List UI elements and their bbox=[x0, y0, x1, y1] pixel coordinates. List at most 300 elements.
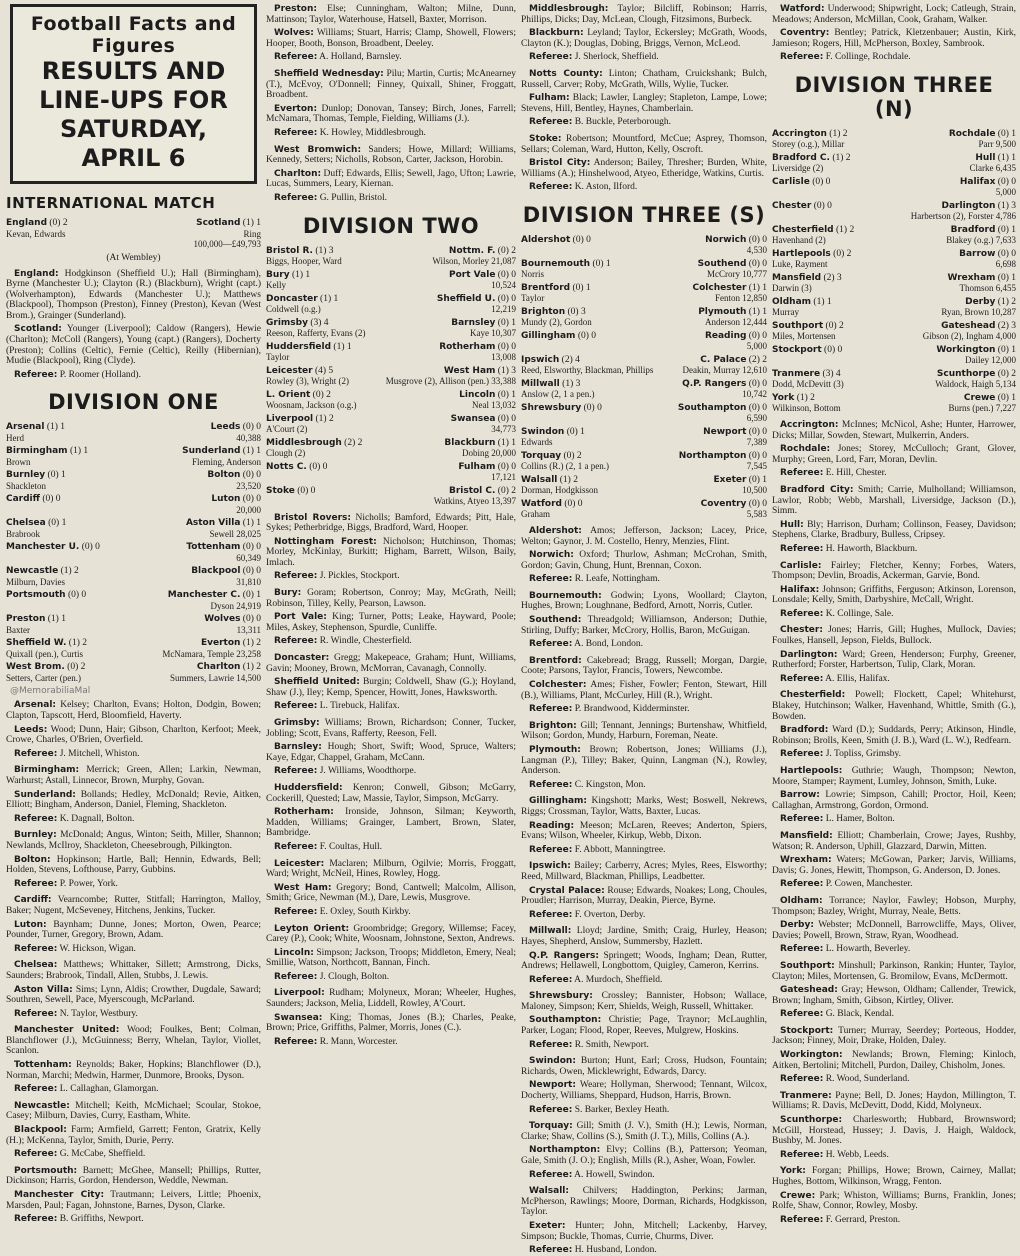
home-score: (0) 0 bbox=[564, 498, 583, 509]
players: Burton; Hunt, Earl; Cross, Hudson, Fountain; Richards, Owen, Micklewright, Edwards, Darcy. bbox=[521, 1056, 767, 1077]
home-team: England bbox=[6, 218, 48, 228]
home-team: Millwall bbox=[521, 378, 560, 389]
home-team: Carlisle bbox=[772, 176, 810, 187]
match-result bbox=[772, 321, 1016, 342]
referee-label: Referee: bbox=[780, 1149, 824, 1160]
referee-name: A. Murdoch, Sheffield. bbox=[574, 974, 663, 985]
team-lineup bbox=[521, 656, 767, 677]
team-name: Gateshead: bbox=[780, 985, 838, 996]
score-row bbox=[266, 246, 516, 257]
referee-name: G. McCabe, Sheffield. bbox=[59, 1149, 146, 1160]
players: Jones; Harris, Gill; Hughes, Mullock, Davies; Foulkes, Hansell, Jepson, Fields, Bullock. bbox=[772, 625, 1016, 647]
scorers-row bbox=[521, 341, 767, 352]
home-side bbox=[772, 321, 844, 332]
team-lineup bbox=[266, 104, 516, 125]
players: Springett; Woods, Ingham; Dean, Rutter, Andrews; Hellawell, Longbottom, Quigley, Cameron, Kerrins. bbox=[521, 950, 767, 972]
score-row bbox=[266, 342, 516, 353]
home-scorers: Coldwell (o.g.) bbox=[266, 304, 321, 314]
team-name: Carlisle: bbox=[780, 560, 822, 571]
team-name: Cardiff: bbox=[14, 895, 52, 906]
referee-label: Referee: bbox=[780, 814, 824, 825]
home-score: (1) 1 bbox=[813, 296, 832, 307]
team-name: Crewe: bbox=[780, 1190, 816, 1201]
away-scorers-attendance: 7,545 bbox=[746, 461, 767, 472]
players: Goram; Robertson, Conroy; May, McGrath, Neill; Robinson, Tilley, Kelly, Pearson, Lawson. bbox=[266, 588, 517, 609]
players: Wood; Dunn, Hair; Gibson, Charlton, Kerfoot; Meek, Crowe, Charles, O'Brien, Overfield. bbox=[6, 724, 261, 746]
players: Pilu; Martin, Curtis; McAnearney (T.), McEvoy, O'Donnell; Finney, Quixall, Shiner, Froggatt, Broadbent. bbox=[266, 68, 516, 101]
players: Chilvers; Haddington, Perkins; Jarman, McPherson, Rawlings; Moore, Dorman, Richards, Hodgkisson, Taylor. bbox=[521, 1186, 768, 1218]
team-lineup bbox=[521, 93, 767, 114]
match-result bbox=[521, 379, 767, 400]
scorers-row bbox=[6, 553, 261, 564]
away-side bbox=[941, 321, 1016, 332]
players: Wood; Foulkes, Bent; Colman, Blanchflower (J.), McGuinness; Berry, Whelan, Taylor, Viollet, Scanlon. bbox=[6, 1025, 261, 1057]
team-name: Luton: bbox=[14, 919, 47, 930]
players: Minshull; Parkinson, Rankin; Hunter, Taylor, Clayton; Miles, Mortensen, G. Bromilow, Evans, McDermott. bbox=[772, 960, 1016, 982]
team-lineup bbox=[772, 985, 1016, 1006]
referee-name: G. Pullin, Bristol. bbox=[319, 192, 387, 203]
away-team: Gateshead bbox=[941, 320, 996, 331]
players: Weare; Hollyman, Sherwood; Tennant, Wilcox, Docherty, Williams, Sheppard, Hudson, Harris, Brown. bbox=[521, 1080, 767, 1102]
score-row bbox=[772, 273, 1016, 284]
team-lineup bbox=[521, 1145, 767, 1166]
away-scorers-attendance: Gibson (2), Ingham 4,000 bbox=[922, 331, 1016, 342]
home-team: Chesterfield bbox=[772, 224, 834, 235]
away-scorers-attendance: Ryan, Brown 10,287 bbox=[941, 307, 1016, 318]
away-side bbox=[168, 590, 261, 601]
home-scorers: Milburn, Davies bbox=[6, 576, 65, 587]
home-score: (3) 4 bbox=[310, 317, 329, 328]
scorers-row bbox=[521, 485, 767, 496]
home-score: (1) 2 bbox=[829, 128, 848, 139]
team-lineup bbox=[521, 745, 767, 777]
team-lineup bbox=[6, 830, 261, 851]
team-lineup bbox=[6, 960, 261, 981]
referee-name: P. Power, York. bbox=[59, 878, 118, 889]
away-side bbox=[451, 318, 516, 329]
referee-label: Referee: bbox=[780, 673, 824, 684]
referee-line bbox=[14, 944, 261, 955]
team-lineup bbox=[6, 920, 261, 941]
away-score: (0) 1 bbox=[497, 317, 516, 328]
referee-name: R. Mann, Worcester. bbox=[319, 1036, 398, 1047]
referee-label: Referee: bbox=[14, 1084, 58, 1095]
international-title: INTERNATIONAL MATCH bbox=[6, 194, 216, 212]
referee-name: K. Howley, Middlesbrough. bbox=[319, 127, 426, 138]
home-team: Stockport bbox=[772, 344, 822, 355]
team-name: Sheffield United: bbox=[274, 677, 360, 688]
players: Dunlop; Donovan, Tansey; Birch, Jones, Farrell; McNamara, Thomas, Temple, Fielding, Williams (J.). bbox=[266, 103, 516, 125]
team-name: Liverpool: bbox=[274, 988, 325, 999]
away-team: Bristol C. bbox=[448, 485, 496, 496]
team-name: York: bbox=[780, 1166, 806, 1177]
team-lineup bbox=[772, 690, 1016, 722]
scorers-row bbox=[772, 235, 1016, 246]
team-name: Wrexham: bbox=[780, 855, 832, 866]
away-side bbox=[459, 390, 516, 401]
away-team: Colchester bbox=[692, 282, 747, 293]
away-team: Everton bbox=[200, 638, 241, 649]
away-team: Southampton bbox=[677, 402, 747, 413]
team-name: Bournemouth: bbox=[529, 590, 602, 601]
scorers-row bbox=[6, 529, 261, 540]
referee-name: H. Haworth, Blackburn. bbox=[825, 543, 918, 554]
players: Burgin; Coldwell, Shaw (G.); Hoyland, Shaw (J.), Iley; Kemp, Spencer, Howitt, Jones, Hawksworth. bbox=[266, 677, 517, 698]
scorers-row bbox=[521, 509, 767, 520]
players: Hopkinson; Hartle, Ball; Hennin, Edwards, Bell; Holden, Stevens, Lofthouse, Parry, Gubbins. bbox=[6, 854, 261, 876]
match-result bbox=[521, 259, 767, 280]
away-score: (1) 3 bbox=[997, 200, 1016, 211]
home-score: (0) 1 bbox=[566, 426, 585, 437]
players: Powell; Flockett, Capel; Whitehurst, Blakey, Hutchinson; Walker, Havenhand, Whittle, Smith (G.), Bowden. bbox=[772, 690, 1016, 722]
team-name: Fulham: bbox=[529, 93, 570, 104]
score-row bbox=[521, 475, 767, 486]
away-team: Lincoln bbox=[459, 389, 496, 400]
referee-line bbox=[14, 1084, 261, 1095]
players: Park; Whiston, Williams; Burns, Franklin, Jones; Rolfe, Shaw, Connor, Rowley, Mosby. bbox=[772, 1190, 1016, 1212]
referee-label: Referee: bbox=[14, 878, 58, 889]
home-scorers: Havenhand (2) bbox=[772, 235, 826, 246]
team-name: Colchester: bbox=[529, 680, 587, 691]
players: Guthrie; Waugh, Thompson; Newton, Moore, Stamper; Rayment, Lumley, Johnson, Smith, Luke. bbox=[772, 766, 1016, 787]
players: Lloyd; Jardine, Smith; Craig, Hurley, Heason; Hayes, Shepherd, Anslow, Summersby, Hazlett. bbox=[521, 926, 768, 947]
home-scorers: Graham bbox=[521, 509, 550, 520]
away-team: Bradford bbox=[950, 224, 996, 235]
scorers-row bbox=[6, 433, 261, 444]
away-team: Darlington bbox=[941, 200, 996, 211]
division-one-lineups-continued bbox=[266, 4, 516, 204]
players: Smith; Carrie, Mulholland; Williamson, Lawlor, Robb; Webb, Marshall, Liversidge, Jackson (D.), Simm. bbox=[772, 484, 1017, 517]
home-side bbox=[266, 390, 331, 401]
team-lineup bbox=[6, 700, 261, 721]
players: Hunter; John, Mitchell; Lackenby, Harvey, Simpson; Buckle, Thomas, Currie, Churms, Diver. bbox=[521, 1220, 767, 1242]
team-lineup bbox=[772, 485, 1016, 517]
away-team: Swansea bbox=[450, 413, 496, 424]
match-result bbox=[521, 403, 767, 424]
team-lineup bbox=[521, 134, 767, 155]
referee-label: Referee: bbox=[529, 704, 573, 715]
team-lineup bbox=[521, 591, 767, 612]
team-name: Mansfield: bbox=[780, 830, 833, 841]
away-score: (2) 3 bbox=[997, 320, 1016, 331]
team-name: Coventry: bbox=[780, 28, 830, 39]
home-scorers: Kevan, Edwards bbox=[6, 228, 66, 239]
away-team: Q.P. Rangers bbox=[682, 378, 747, 389]
away-team: Plymouth bbox=[698, 306, 747, 317]
masthead-headline-line2: SATURDAY, APRIL 6 bbox=[59, 115, 208, 172]
home-score: (0) 0 bbox=[67, 590, 87, 601]
away-side bbox=[959, 249, 1016, 260]
away-score: (0) 0 bbox=[997, 248, 1016, 259]
referee-label: Referee: bbox=[780, 468, 824, 479]
team-lineup bbox=[266, 924, 516, 945]
away-score: (2) 2 bbox=[748, 354, 767, 365]
away-scorers-attendance: 12,219 bbox=[491, 304, 516, 314]
scorers-row bbox=[6, 649, 261, 660]
home-score: (1) 1 bbox=[333, 341, 352, 352]
away-scorers-attendance: Musgrove (2), Allison (pen.) 33,388 bbox=[385, 376, 516, 386]
team-lineup bbox=[772, 1115, 1016, 1147]
away-score: (1) 1 bbox=[997, 152, 1016, 163]
referee-name: R. Windle, Chesterfield. bbox=[319, 636, 412, 647]
home-team: Accrington bbox=[772, 128, 827, 139]
score-row bbox=[772, 345, 1016, 356]
referee-name: J. Pickles, Stockport. bbox=[319, 571, 400, 582]
team-name: Sheffield Wednesday: bbox=[274, 68, 384, 79]
away-side bbox=[942, 201, 1016, 212]
players: Simpson; Jackson, Troops; Middleton, Emery, Neal; Smillie, Watson, Northcott, Bannan, Finch. bbox=[266, 947, 517, 969]
players: McDonald; Angus, Winton; Seith, Miller, Shannon; Newlands, McIlroy, Shackleton, Cheesebrough, Pilkington. bbox=[6, 830, 262, 851]
referee-label: Referee: bbox=[529, 909, 573, 920]
home-scorers: Dodd, McDevitt (3) bbox=[772, 379, 844, 390]
referee-line bbox=[529, 639, 767, 650]
match-result bbox=[266, 462, 516, 483]
match-result bbox=[521, 331, 767, 352]
team-lineup bbox=[772, 831, 1016, 852]
match-result bbox=[772, 249, 1016, 270]
team-name: Norwich: bbox=[529, 550, 574, 561]
players: Leyland; Taylor, Eckersley; McGrath, Woods, Clayton (K.); Douglas, Dobing, Briggs, Vernon, McLeod. bbox=[521, 28, 768, 49]
home-team: Portsmouth bbox=[6, 590, 66, 601]
away-scorers-attendance: Dailey 12,000 bbox=[965, 355, 1016, 366]
players: Kenron; Conwell, Gibson; McGarry, Cockerill, Quested; Law, Massie, Taylor, Simpson, McGarry. bbox=[266, 782, 516, 804]
home-scorers: Wilkinson, Bottom bbox=[772, 403, 841, 414]
column-3 bbox=[521, 0, 768, 1256]
team-lineup bbox=[266, 588, 516, 609]
referee-line bbox=[274, 907, 516, 918]
home-score: (0) 2 bbox=[67, 662, 86, 673]
match-result bbox=[772, 129, 1016, 150]
team-lineup bbox=[521, 721, 767, 742]
team-name: Aston Villa: bbox=[14, 984, 73, 995]
scorers-row bbox=[772, 187, 1016, 198]
home-side bbox=[6, 542, 100, 553]
away-scorers-attendance: 10,742 bbox=[742, 389, 767, 400]
away-score: (0) 0 bbox=[242, 422, 261, 433]
referee-line bbox=[529, 52, 767, 63]
away-team: Workington bbox=[936, 344, 996, 355]
scorers-row bbox=[521, 293, 767, 304]
home-team: Bradford C. bbox=[772, 152, 830, 163]
referee-name: J. Williams, Woodthorpe. bbox=[319, 766, 417, 777]
referee-line bbox=[780, 674, 1016, 685]
players: Gregory; Bond, Cantwell; Malcolm, Allison, Smith; Grice, Newman (M.), Dare, Lewis, Musgrove. bbox=[266, 882, 516, 904]
home-score: (1) 2 bbox=[836, 224, 855, 235]
away-score: (1) 2 bbox=[242, 638, 261, 649]
home-score: (0) 1 bbox=[592, 258, 611, 269]
team-name: Watford: bbox=[780, 4, 825, 14]
match-result bbox=[266, 294, 516, 315]
home-scorers: Murray bbox=[772, 307, 799, 318]
away-team: Hull bbox=[975, 152, 996, 163]
home-score: (1) 2 bbox=[68, 638, 87, 649]
referee-label: Referee: bbox=[274, 1036, 318, 1047]
team-name: Reading: bbox=[529, 820, 575, 831]
match-result bbox=[266, 438, 516, 459]
players: Gill; Smith (J. V.), Smith (H.); Lewis, Norman, Clarke; Shaw, Collins (S.), Smith (J. T.), Mills, Collins (A.). bbox=[521, 1121, 768, 1142]
team-lineup bbox=[6, 269, 261, 322]
team-lineup bbox=[6, 985, 261, 1006]
home-team: Cardiff bbox=[6, 494, 40, 505]
away-score: (0) 0 bbox=[748, 234, 767, 245]
away-scorers-attendance: Sewell 28,025 bbox=[209, 528, 261, 539]
referee-name: F. Abbott, Manningtree. bbox=[574, 844, 666, 855]
team-name: Southampton: bbox=[529, 1015, 602, 1026]
score-row bbox=[521, 379, 767, 390]
home-team: Burnley bbox=[6, 470, 46, 481]
away-scorers-attendance: Fenton 12,850 bbox=[714, 293, 767, 304]
referee-label: Referee: bbox=[529, 1104, 573, 1115]
home-team: Liverpool bbox=[266, 413, 314, 424]
away-side bbox=[186, 542, 261, 553]
scorers-row bbox=[772, 331, 1016, 342]
team-name: Scunthorpe: bbox=[780, 1115, 843, 1126]
players: Kingshott; Marks, West; Boswell, Nekrews, Riggs; Crossman, Taylor, Watts, Baxter, Lucas. bbox=[521, 796, 767, 817]
home-scorers: Reed, Elsworthy, Blackman, Phillips bbox=[521, 365, 654, 376]
scorers-row bbox=[521, 437, 767, 448]
away-scorers-attendance: 4,530 bbox=[746, 245, 767, 256]
away-team: Exeter bbox=[713, 474, 747, 485]
players: Jones; Storey, McCulloch; Grant, Glover, Murphy; Green, Lord, Farr, Moran, Devlin. bbox=[772, 444, 1017, 465]
referee-label: Referee: bbox=[274, 701, 318, 712]
score-row bbox=[6, 662, 261, 673]
referee-line bbox=[780, 1150, 1016, 1161]
team-name: Northampton: bbox=[529, 1145, 601, 1156]
referee-name: A. Bond, London. bbox=[574, 639, 644, 650]
match-result bbox=[521, 283, 767, 304]
away-side bbox=[182, 446, 261, 457]
referee-name: H. Husband, London. bbox=[574, 1245, 657, 1256]
home-score: (0) 0 bbox=[812, 176, 831, 187]
home-team: York bbox=[772, 392, 795, 403]
team-name: Chester: bbox=[780, 625, 823, 636]
home-score: (2) 2 bbox=[344, 437, 363, 448]
away-scorers-attendance: Anderson 12,444 bbox=[705, 317, 767, 328]
home-scorers: Mundy (2), Gordon bbox=[521, 317, 592, 328]
team-lineup bbox=[266, 145, 516, 166]
referee-line bbox=[274, 1037, 516, 1048]
away-scorers-attendance: Clarke 6,435 bbox=[969, 163, 1016, 174]
home-scorers: Quixall (pen.), Curtis bbox=[6, 648, 83, 659]
players: Elvy; Collins (B.), Patterson; Yeoman, Gale, Smith (J. O.); English, Mills (R.), Asher, Woan, Fowler. bbox=[521, 1145, 768, 1166]
away-side bbox=[951, 225, 1016, 236]
team-lineup bbox=[521, 991, 767, 1012]
away-team: Nottm. F. bbox=[448, 245, 496, 256]
scorers-row bbox=[266, 280, 516, 291]
team-lineup bbox=[266, 718, 516, 739]
team-name: Shrewsbury: bbox=[529, 991, 593, 1002]
players: Bollands; Hedley, McDonald; Revie, Aitken, Elliott; Bingham, Anderson, Daniel, Fleming, Shackleton. bbox=[6, 789, 261, 811]
match-result bbox=[772, 225, 1016, 246]
referee-name: F. Gerrard, Preston. bbox=[825, 1214, 901, 1225]
team-lineup bbox=[772, 725, 1016, 746]
division-one-results bbox=[6, 422, 261, 683]
masthead-headline-line1: RESULTS AND LINE-UPS FOR bbox=[39, 57, 228, 114]
team-name: Blackburn: bbox=[529, 28, 584, 39]
home-team: Walsall bbox=[521, 474, 558, 485]
away-side bbox=[444, 438, 516, 449]
team-name: Bradford: bbox=[780, 725, 829, 736]
away-scorers-attendance: 17,121 bbox=[491, 472, 516, 482]
referee-label: Referee: bbox=[274, 52, 318, 63]
away-scorers-attendance: 7,389 bbox=[746, 437, 767, 448]
score-row bbox=[521, 499, 767, 510]
team-lineup bbox=[6, 765, 261, 786]
referee-name: K. Dagnall, Bolton. bbox=[59, 813, 135, 824]
home-score: (0) 3 bbox=[567, 306, 586, 317]
match-result bbox=[6, 614, 261, 635]
away-score: (0) 0 bbox=[748, 258, 767, 269]
team-name: West Bromwich: bbox=[274, 144, 362, 155]
away-side bbox=[949, 129, 1016, 140]
division-two-title: DIVISION TWO bbox=[302, 213, 480, 238]
referee-label: Referee: bbox=[529, 117, 573, 128]
home-scorers: Woosnam, Jackson (o.g.) bbox=[266, 400, 357, 410]
referee-line bbox=[14, 814, 261, 825]
team-name: Brentford: bbox=[529, 655, 582, 666]
team-name: Aldershot: bbox=[529, 525, 582, 536]
team-name: Barnsley: bbox=[274, 742, 322, 753]
home-score: (0) 0 bbox=[583, 402, 602, 413]
match-result bbox=[6, 470, 261, 491]
score-row bbox=[6, 566, 261, 577]
players: Hough; Short, Swift; Wood, Spruce, Walters; Kaye, Edgar, Chappel, Graham, McCann. bbox=[266, 742, 516, 763]
referee-label: Referee: bbox=[14, 1214, 58, 1225]
home-side bbox=[6, 662, 85, 673]
home-score: (1) 1 bbox=[291, 269, 311, 280]
players: Kelsey; Charlton, Evans; Holton, Dodgin, Bowen; Clapton, Tapscott, Herd, Bloomfield, Haverty. bbox=[6, 700, 261, 722]
referee-label: Referee: bbox=[529, 52, 573, 63]
away-score: (0) 2 bbox=[497, 245, 516, 256]
referee-label: Referee: bbox=[529, 1245, 573, 1256]
home-score: (1) 2 bbox=[559, 474, 578, 485]
away-scorers-attendance: 20,000 bbox=[236, 504, 261, 515]
score-row bbox=[521, 283, 767, 294]
players: Underwood; Shipwright, Lock; Catleugh, Strain, Meadows; Anderson, McMillan, Cook, Graham, Walker. bbox=[772, 4, 1016, 25]
players: Payne; Bell, D. Jones; Haydon, Millington, T. Williams; R. Davis, McDevitt, Dodd, Kidd, Molyneux. bbox=[772, 1090, 1016, 1112]
away-team: Wrexham bbox=[947, 272, 996, 283]
away-side bbox=[186, 518, 261, 529]
home-team: Shrewsbury bbox=[521, 402, 582, 413]
team-name: Swindon: bbox=[529, 1056, 576, 1067]
away-side bbox=[211, 494, 261, 505]
score-row bbox=[266, 414, 516, 425]
players: Threadgold; Williamson, Anderson; Duthie, Stirling, Duffy; Barker, McCrory, Hollis, Baron, McGuigan. bbox=[521, 615, 767, 636]
team-lineup bbox=[6, 1101, 261, 1122]
match-result bbox=[521, 427, 767, 448]
players: Rouse; Edwards, Noakes; Long, Choules, Proudler; Harrison, Murray, Deakin, Pierce, Byrne. bbox=[521, 885, 767, 907]
referee-label: Referee: bbox=[780, 608, 824, 619]
players: Crossley; Bannister, Hobson; Wallace, Maloney, Simpson; Kerr, Shields, Weigh, Russell, Whittaker. bbox=[521, 991, 768, 1012]
match-result bbox=[266, 246, 516, 267]
match-result bbox=[772, 201, 1016, 222]
away-scorers-attendance: 13,008 bbox=[491, 352, 516, 362]
away-score: (1) 2 bbox=[997, 296, 1016, 307]
score-row bbox=[266, 270, 516, 281]
away-score: (0) 1 bbox=[997, 344, 1016, 355]
team-name: Bury: bbox=[274, 588, 302, 599]
scorers-row bbox=[772, 211, 1016, 222]
home-team: Bournemouth bbox=[521, 258, 591, 269]
home-scorers: Brown bbox=[6, 456, 31, 467]
referee-name: P. Brandwood, Kidderminster. bbox=[574, 704, 690, 715]
players: Gill; Tennant, Jennings; Burtenshaw, Whitfield, Wilson; Gordon, Mundy, Harburn, Foreman, Neate. bbox=[521, 720, 767, 742]
players: Merrick; Green, Allen; Larkin, Newman, Warhurst; Astall, Linnecor, Brown, Murphy, Govan. bbox=[6, 765, 262, 786]
referee-label: Referee: bbox=[14, 1008, 58, 1019]
players: Cakebread; Bragg, Russell; Morgan, Dargie, Coote; Parsons, Taylor, Francis, Towers, Newcombe. bbox=[521, 655, 768, 677]
away-score: (0) 0 bbox=[497, 341, 516, 352]
masthead bbox=[10, 4, 257, 184]
